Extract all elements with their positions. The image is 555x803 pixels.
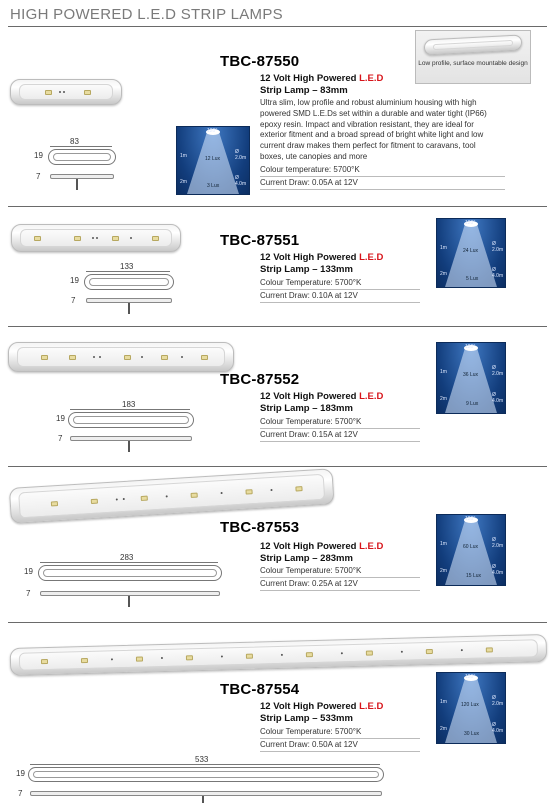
beam-width-1: Ø 2.0m (492, 365, 504, 377)
beam-distance-2: 2m (440, 396, 447, 402)
inset-caption: Low profile, surface mountable design (418, 60, 528, 67)
current-draw: Current Draw: 0.15A at 12V (260, 430, 420, 442)
lamp-wire (202, 796, 204, 803)
heading-prefix: 12 Volt High Powered (260, 701, 360, 712)
lamp-outline-drawing (68, 412, 194, 428)
lux-near: 36 Lux (463, 372, 479, 378)
current-draw: Current Draw: 0.50A at 12V (260, 740, 420, 752)
heading-suffix: Strip Lamp – 283mm (260, 553, 353, 564)
dim-height-label: 19 (24, 567, 33, 576)
lamp-outline-drawing (48, 149, 116, 165)
section-divider (8, 622, 547, 623)
beam-distance-2: 2m (180, 179, 187, 185)
beam-distance-2: 2m (440, 271, 447, 277)
lamp-side-drawing (30, 791, 382, 796)
colour-temperature: Colour Temperature: 5700°K (260, 417, 420, 429)
beam-distance-1: 1m (440, 541, 447, 547)
heading-suffix: Strip Lamp – 83mm (260, 85, 348, 96)
beam-distance-2: 2m (440, 726, 447, 732)
beam-diagram (436, 514, 506, 586)
lamp-photo (11, 224, 181, 252)
lamp-photo (9, 468, 335, 524)
beam-distance-1: 1m (440, 699, 447, 705)
beam-distance-1: 1m (180, 153, 187, 159)
lux-near: 24 Lux (463, 248, 479, 254)
beam-distance-1: 1m (440, 369, 447, 375)
beam-diagram (436, 342, 506, 414)
lamp-side-drawing (50, 174, 114, 179)
dim-height-label: 19 (34, 151, 43, 160)
beam-width-1: Ø 2.0m (235, 149, 247, 161)
dim-length-label: 133 (120, 262, 134, 271)
current-draw: Current Draw: 0.10A at 12V (260, 291, 420, 303)
product-code: TBC-87553 (220, 519, 300, 536)
dim-depth-label: 7 (71, 296, 76, 305)
beam-diagram (176, 126, 250, 195)
dim-depth-label: 7 (26, 589, 31, 598)
beam-width-2: Ø 4.0m (492, 722, 504, 734)
inset-lamp-image (424, 34, 522, 55)
section-divider (8, 206, 547, 207)
colour-temperature: Colour Temperature: 5700°K (260, 278, 420, 290)
heading-prefix: 12 Volt High Powered (260, 391, 360, 402)
lamp-outline-drawing (38, 565, 222, 581)
beam-diagram (436, 218, 506, 288)
beam-angle: 120° (465, 344, 476, 350)
heading-led: L.E.D (359, 541, 384, 552)
dim-length-line (86, 271, 170, 272)
dim-height-label: 19 (70, 276, 79, 285)
dim-depth-label: 7 (18, 789, 23, 798)
heading-led: L.E.D (359, 252, 384, 263)
beam-distance-2: 2m (440, 568, 447, 574)
heading-prefix: 12 Volt High Powered (260, 541, 360, 552)
dim-length-label: 83 (70, 137, 79, 146)
lux-far: 9 Lux (466, 401, 479, 407)
dim-height-label: 19 (56, 414, 65, 423)
beam-angle: 120° (465, 674, 476, 680)
lux-far: 15 Lux (466, 573, 482, 579)
lamp-side-drawing (70, 436, 192, 441)
product-heading (260, 73, 420, 97)
dim-length-line (40, 562, 218, 563)
lux-near: 60 Lux (463, 544, 479, 550)
dim-depth-label: 7 (58, 434, 63, 443)
page-title: HIGH POWERED L.E.D STRIP LAMPS (10, 6, 283, 23)
current-draw: Current Draw: 0.05A at 12V (260, 178, 505, 190)
beam-width-2: Ø 4.0m (492, 564, 504, 576)
lamp-photo (8, 342, 234, 372)
beam-width-1: Ø 2.0m (492, 695, 504, 707)
heading-led: L.E.D (359, 701, 384, 712)
lux-near: 120 Lux (461, 702, 479, 708)
beam-width-2: Ø 4.0m (492, 392, 504, 404)
heading-prefix: 12 Volt High Powered (260, 252, 360, 263)
product-heading (260, 541, 420, 565)
product-code: TBC-87551 (220, 232, 300, 249)
beam-angle: 120° (465, 220, 476, 226)
current-draw: Current Draw: 0.25A at 12V (260, 579, 420, 591)
dim-depth-label: 7 (36, 172, 41, 181)
dim-length-line (70, 409, 190, 410)
lamp-wire (128, 441, 130, 452)
lux-far: 5 Lux (466, 276, 479, 282)
dim-length-label: 183 (122, 400, 136, 409)
beam-width-1: Ø 2.0m (492, 537, 504, 549)
heading-suffix: Strip Lamp – 183mm (260, 403, 353, 414)
dim-length-label: 283 (120, 553, 134, 562)
section-divider (8, 466, 547, 467)
product-heading (260, 391, 420, 415)
lamp-outline-drawing (28, 767, 384, 782)
product-heading (260, 701, 420, 725)
heading-suffix: Strip Lamp – 533mm (260, 713, 353, 724)
dim-height-label: 19 (16, 769, 25, 778)
lamp-wire (76, 179, 78, 190)
beam-distance-1: 1m (440, 245, 447, 251)
dim-length-label: 533 (195, 755, 209, 764)
lamp-photo (10, 79, 122, 105)
colour-temperature: Colour Temperature: 5700°K (260, 727, 420, 739)
colour-temperature: Colour Temperature: 5700°K (260, 566, 420, 578)
lux-far: 30 Lux (464, 731, 480, 737)
beam-diagram (436, 672, 506, 744)
beam-angle: 120° (465, 516, 476, 522)
dim-length-line (50, 146, 112, 147)
product-code: TBC-87552 (220, 371, 300, 388)
beam-width-1: Ø 2.0m (492, 241, 504, 253)
product-description: Ultra slim, low profile and robust aluminium housing with high powered SMD L.E.Ds set within a durable and water tight (IP66) epoxy resin. Impact and vibration resistant, they are ideal for exterior fitment and a broad spread of bright white light and low current draw makes them perfect for fitment to caravans, tool boxes, ute canopies and more (260, 98, 487, 161)
beam-width-2: Ø 4.0m (235, 175, 247, 187)
heading-led: L.E.D (359, 391, 384, 402)
dim-length-line (30, 764, 380, 765)
beam-angle: 120° (207, 128, 218, 134)
lamp-side-drawing (40, 591, 220, 596)
product-code: TBC-87550 (220, 53, 300, 70)
lamp-outline-drawing (84, 274, 174, 290)
lamp-wire (128, 303, 130, 314)
lux-far: 3 Lux (207, 183, 220, 189)
lamp-photo (10, 634, 548, 676)
section-divider (8, 326, 547, 327)
product-heading (260, 252, 420, 276)
colour-temperature: Colour temperature: 5700°K (260, 165, 505, 177)
lamp-wire (128, 596, 130, 607)
product-code: TBC-87554 (220, 681, 300, 698)
lux-near: 12 Lux (205, 156, 221, 162)
inset-photo (415, 30, 531, 84)
beam-width-2: Ø 4.0m (492, 267, 504, 279)
title-rule (8, 26, 547, 27)
heading-suffix: Strip Lamp – 133mm (260, 264, 353, 275)
heading-led: L.E.D (359, 73, 384, 84)
heading-prefix: 12 Volt High Powered (260, 73, 360, 84)
